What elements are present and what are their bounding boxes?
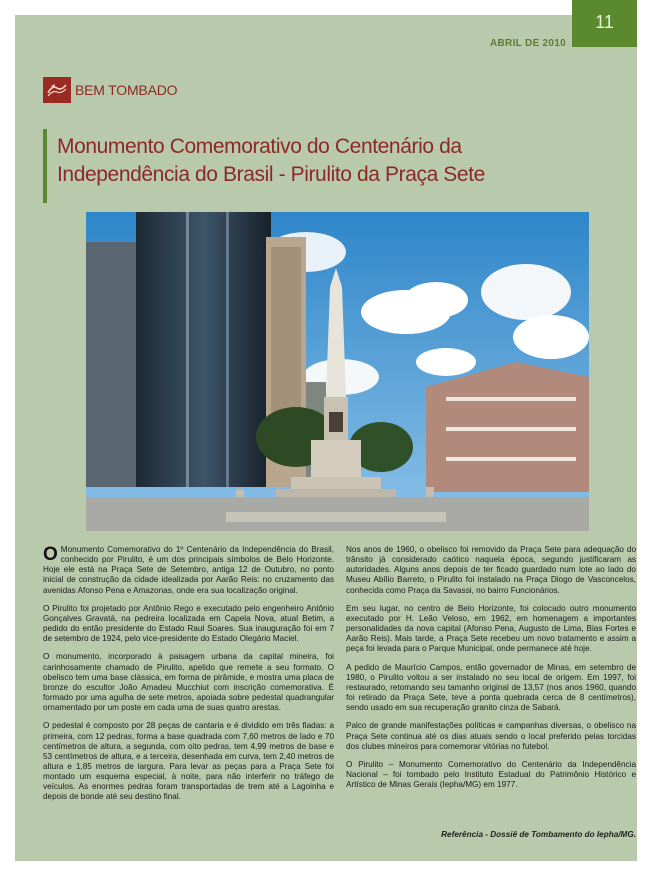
article-column-right <box>346 545 636 798</box>
brand-name: BEM TOMBADO <box>75 82 178 98</box>
page-number: 11 <box>572 0 637 47</box>
paragraph: O pedestal é composto por 28 peças de cantaria e é dividido em três fiadas: a primeira, com 12 pedras, forma a base quadrada com 7,60 metros de lado e 70 centímetros de altura, a segunda, com oito pedras, tem 4,99 metros de base e 53 centímetros de altura, e a terceira, desenhada em curva, tem 2,40 metros de altura e 1,85 metros de largura. Para levar as peças para a Praça Sete foi montado um esquema especial, à noite, para não interferir no tráfego de veículos. As enormes pedras foram transportadas de trem até a Lagoinha e depois de bonde até seu destino final. <box>43 721 334 802</box>
drop-cap: O <box>43 544 58 565</box>
paragraph: O Monumento Comemorativo do 1º Centenário da Independência do Brasil, conhecido por Pirulito, é um dos principais símbolos de Belo Horizonte. Hoje ele está na Praça Sete de Setembro, antiga 12 de Outubro, no ponto inicial de construção da cidade idealizada por Aarão Reis: no cruzamento das avenidas Afonso Pena e Amazonas, onde era sua localização original. <box>43 544 334 595</box>
article-column-left <box>43 545 334 811</box>
paragraph: Nos anos de 1960, o obelisco foi removido da Praça Sete para adequação do trânsito já considerado caótico naquela época, segundo justificaram as autoridades. Alguns anos depois de ter ficado guardado num lote ao lado do Museu Abílio Barreto, o Pirulito foi instalado na Praça Diogo de Vasconcelos, conhecida como Praça da Savassi, no bairro Funcionários. <box>346 545 636 595</box>
article-title <box>57 133 617 189</box>
paragraph: O Pirulito foi projetado por Antônio Rego e executado pelo engenheiro Antônio Gonçalves Gravatá, na pedreira localizada em Capela Nova, atual Betim, a pedido do então presidente do Estado Raul Soares. Sua inauguração foi em 7 de setembro de 1924, pelo vice-presidente do Estado Olegário Maciel. <box>43 603 334 644</box>
obelisk-in-square-photo <box>86 212 589 531</box>
title-accent-bar <box>43 129 47 203</box>
issue-date: ABRIL DE 2010 <box>490 38 566 49</box>
paragraph: Em seu lugar, no centro de Belo Horizonte, foi colocado outro monumento executado por H. Leão Veloso, em 1962, em homenagem a importantes personalidades da nova capital (Afonso Pena, Augusto de Lima, Bias Fortes e Aarão Reis). Mais tarde, a Praça Sete recebeu um novo tratamento e assim a peça foi levada para o Parque Municipal, onde permanece até hoje. <box>346 603 636 654</box>
paragraph: Palco de grande manifestações políticas e campanhas diversas, o obelisco na Praça Sete continua até os dias atuais sendo o local preferido pelas torcidas dos clubes mineiros para comemorar vitórias no futebol. <box>346 721 636 751</box>
paragraph: O Pirulito – Monumento Comemorativo do Centenário da Independência Nacional – foi tombado pelo Instituto Estadual do Patrimônio Histórico e Artístico de Minas Gerais (Iepha/MG) em 1977. <box>346 759 636 790</box>
paragraph: A pedido de Maurício Campos, então governador de Minas, em setembro de 1980, o Pirulito voltou a ser instalado no seu local de origem. Em 1997, foi restaurado, retomando seu tamanho original de 13,57 (nos anos 1960, quando foi retirado da Praça Sete, teve a ponta quebrada cerca de 8 centímetros), sendo usado em sua recuperação granito cinza de Sabará. <box>346 662 636 713</box>
magazine-page <box>15 15 637 861</box>
reference-note: Referência - Dossiê de Tombamento do Iepha/MG. <box>441 830 636 839</box>
paragraph: O monumento, incorporado à paisagem urbana da capital mineira, foi carinhosamente chamado de Pirulito, apelido que remete a seu formato. O obelisco tem uma base clássica, em forma de pirâmide, e mostra uma placa de bronze do escultor João Amadeu Mucchiut com inscrição comemorativa. É formado por uma agulha de sete metros, apoiada sobre pedestal quadrangular ornamentado por um poste em cada uma de suas quatro arestas. <box>43 652 334 713</box>
brand-logo-icon <box>43 77 71 103</box>
title-line-1: Monumento Comemorativo do Centenário da <box>57 135 462 158</box>
title-line-2: Independência do Brasil - Pirulito da Praça Sete <box>57 163 485 186</box>
section-brand <box>43 77 177 103</box>
